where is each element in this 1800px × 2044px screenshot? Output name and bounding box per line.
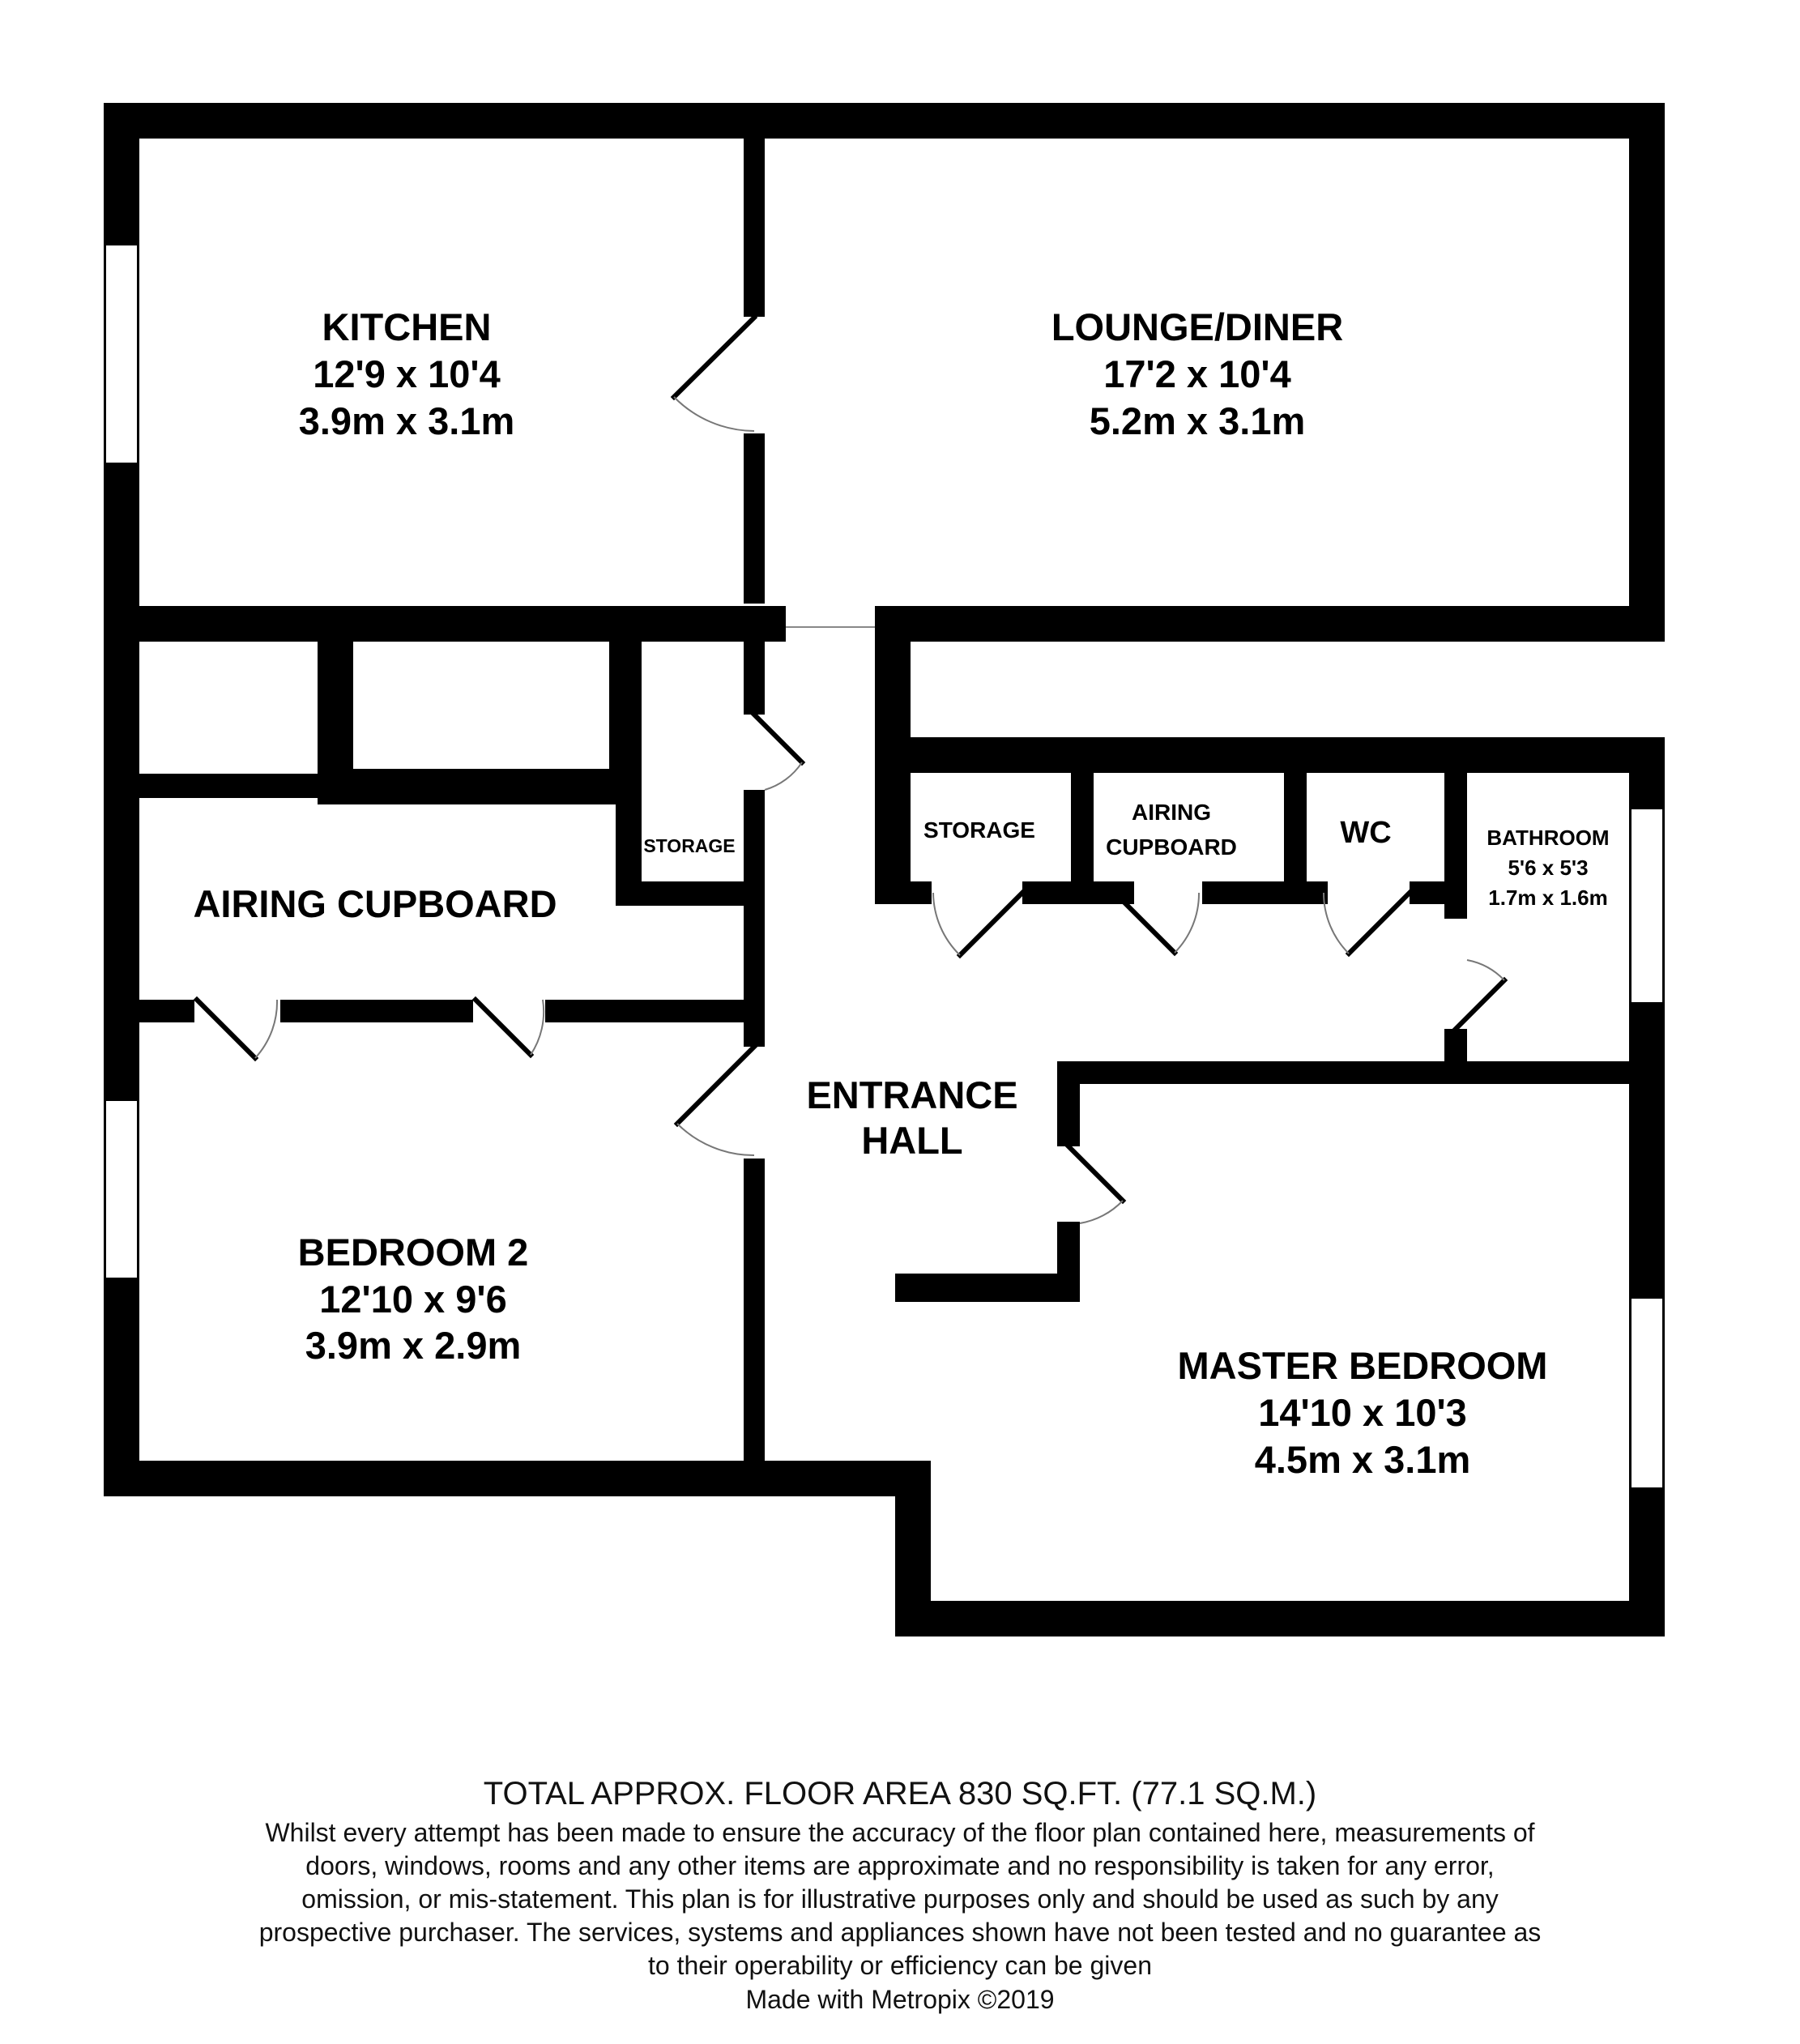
bedroom-2-label: BEDROOM 2	[297, 1231, 529, 1274]
master-bedroom-metric: 4.5m x 3.1m	[1254, 1438, 1471, 1481]
bathroom-imperial: 5'6 x 5'3	[1508, 856, 1589, 880]
kitchen-imperial: 12'9 x 10'4	[313, 352, 501, 395]
airing-cupboard-right-label-1: AIRING	[1132, 800, 1211, 825]
door-storage	[960, 893, 1022, 955]
master-bedroom-label: MASTER BEDROOM	[1177, 1344, 1548, 1387]
door-kitchen	[674, 318, 754, 397]
lounge-diner-imperial: 17'2 x 10'4	[1103, 352, 1291, 395]
bathroom-label: BATHROOM	[1486, 826, 1610, 850]
lounge-diner-label: LOUNGE/DINER	[1051, 305, 1344, 348]
window-master-bedroom	[1631, 1298, 1663, 1488]
door-storage-small	[754, 715, 802, 762]
door-bathroom	[1456, 980, 1504, 1029]
storage-small-label: STORAGE	[643, 835, 736, 856]
master-bedroom-imperial: 14'10 x 10'3	[1258, 1391, 1467, 1434]
door-airing-left-2	[476, 1000, 531, 1055]
airing-cupboard-right-label-2: CUPBOARD	[1106, 834, 1237, 860]
bedroom-2-metric: 3.9m x 2.9m	[305, 1324, 522, 1367]
wc-label: WC	[1340, 816, 1392, 850]
airing-cupboard-left-label: AIRING CUPBOARD	[193, 882, 557, 925]
kitchen-label: KITCHEN	[322, 305, 492, 348]
storage-label: STORAGE	[923, 817, 1035, 843]
bathroom-metric: 1.7m x 1.6m	[1488, 885, 1608, 910]
disclaimer-text: Whilst every attempt has been made to ensure the accuracy of the floor plan contained here, measurements of doors, windows, rooms and any other items are approximate and no responsibility is taken for any error, omission, or mis-statement. This plan is for illustrative purposes only and should be used as such by any prospective purchaser. The services, systems and appliances shown have not been tested and no guarantee as to their operability or efficiency can be given	[258, 1818, 1542, 1980]
door-airing-right	[1115, 893, 1175, 953]
bedroom-2-imperial: 12'10 x 9'6	[319, 1278, 507, 1321]
lounge-diner-metric: 5.2m x 3.1m	[1089, 399, 1306, 442]
door-airing-left-1	[197, 1000, 255, 1058]
window-bedroom-2	[105, 1100, 138, 1278]
entrance-hall-label-1: ENTRANCE	[806, 1073, 1018, 1116]
door-master-bedroom	[1068, 1146, 1123, 1201]
openings	[786, 608, 872, 638]
door-wc	[1349, 893, 1410, 954]
window-kitchen	[105, 245, 138, 463]
metropix-credit: Made with Metropix ©2019	[745, 1985, 1055, 2014]
kitchen-metric: 3.9m x 3.1m	[298, 399, 515, 442]
door-bedroom-2	[677, 1047, 754, 1124]
window-bathroom	[1631, 809, 1663, 1003]
total-floor-area: TOTAL APPROX. FLOOR AREA 830 SQ.FT. (77.1 SQ.M.)	[483, 1776, 1317, 1811]
entrance-hall-label-2: HALL	[861, 1119, 963, 1162]
